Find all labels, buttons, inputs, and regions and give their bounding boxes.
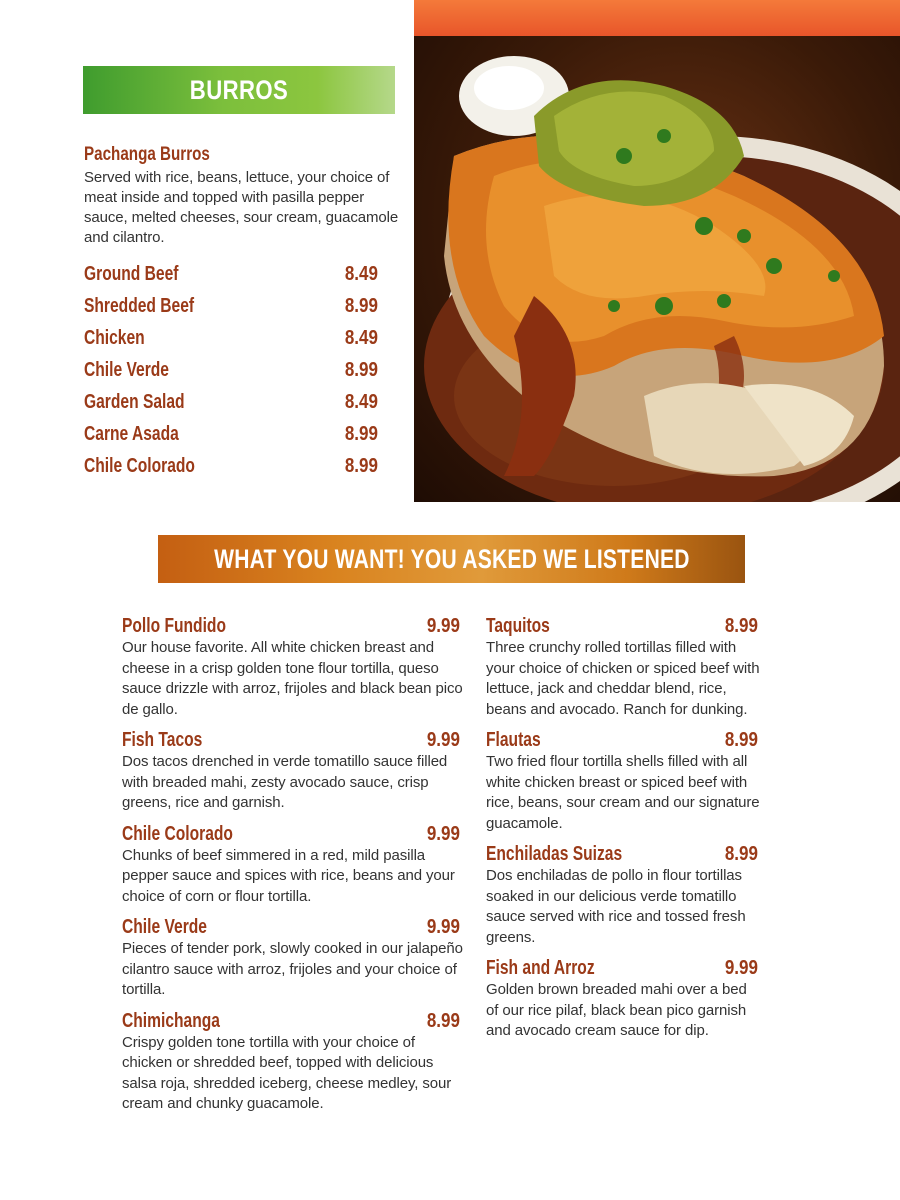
burros-price-row bbox=[84, 388, 384, 420]
specials-left-column bbox=[122, 614, 464, 1123]
burros-item-name: Ground Beef bbox=[84, 263, 179, 285]
menu-entry bbox=[122, 614, 464, 720]
burros-item-price: 8.99 bbox=[344, 455, 378, 477]
burros-item-price: 8.99 bbox=[344, 423, 378, 445]
burros-item-price: 8.49 bbox=[344, 327, 378, 349]
entry-description: Chunks of beef simmered in a red, mild pasilla pepper sauce and spices with rice, beans and your choice of corn or flour tortilla. bbox=[122, 846, 455, 905]
entry-price: 9.99 bbox=[724, 957, 758, 979]
burros-price-list bbox=[84, 260, 384, 484]
entry-name: Chimichanga bbox=[122, 1009, 220, 1032]
burros-section-banner bbox=[83, 66, 395, 114]
entry-name: Fish and Arroz bbox=[486, 957, 595, 979]
specials-heading: WHAT YOU WANT! YOU ASKED WE LISTENED bbox=[213, 543, 690, 574]
entry-price: 8.99 bbox=[724, 729, 758, 751]
entry-description: Dos enchiladas de pollo in flour tortillas soaked in our delicious verde tomatillo sauce served with rice and tossed fresh greens. bbox=[486, 867, 746, 946]
burros-price-row bbox=[84, 452, 384, 484]
entry-name: Taquitos bbox=[486, 615, 550, 637]
entry-price: 8.99 bbox=[724, 843, 758, 865]
burros-item-price: 8.99 bbox=[344, 295, 378, 317]
menu-entry bbox=[486, 614, 762, 720]
menu-entry bbox=[486, 728, 762, 834]
specials-right-column bbox=[486, 614, 762, 1050]
burros-item-name: Chicken bbox=[84, 327, 145, 349]
burros-heading: BURROS bbox=[189, 74, 289, 105]
entry-price: 9.99 bbox=[426, 615, 460, 637]
entry-description: Golden brown breaded mahi over a bed of our rice pilaf, black bean pico garnish and avocado cream sauce for dip. bbox=[486, 981, 747, 1039]
burros-price-row bbox=[84, 356, 384, 388]
burros-price-row bbox=[84, 420, 384, 452]
menu-entry bbox=[486, 842, 762, 948]
specials-section-banner bbox=[158, 535, 745, 583]
entry-name: Chile Verde bbox=[122, 916, 207, 938]
burros-item-name: Chile Colorado bbox=[84, 455, 195, 477]
menu-entry bbox=[122, 1009, 464, 1115]
entry-description: Pieces of tender pork, slowly cooked in our jalapeño cilantro sauce with arroz, frijoles and your choice of tortilla. bbox=[122, 940, 463, 998]
entry-price: 9.99 bbox=[426, 916, 460, 938]
entry-name: Enchiladas Suizas bbox=[486, 843, 623, 865]
burros-price-row bbox=[84, 292, 384, 324]
menu-entry bbox=[122, 822, 464, 908]
menu-entry bbox=[122, 728, 464, 814]
burros-item-name: Carne Asada bbox=[84, 423, 179, 445]
entry-price: 8.99 bbox=[426, 1009, 460, 1032]
entry-name: Pollo Fundido bbox=[122, 615, 226, 637]
burros-item-name: Chile Verde bbox=[84, 359, 169, 381]
pachanga-burros-title: Pachanga Burros bbox=[84, 144, 210, 165]
photo-top-bar bbox=[414, 0, 900, 36]
entry-description: Three crunchy rolled tortillas filled with your choice of chicken or spiced beef with lettuce, jack and cheddar blend, rice, beans and avocado. Ranch for dunking. bbox=[486, 639, 760, 718]
entry-description: Our house favorite. All white chicken breast and cheese in a crisp golden tone flour tortilla, queso sauce drizzle with arroz, frijoles and black bean pico de gallo. bbox=[122, 639, 463, 718]
entry-name: Chile Colorado bbox=[122, 822, 233, 845]
burros-price-row bbox=[84, 260, 384, 292]
entry-price: 9.99 bbox=[426, 729, 460, 751]
entry-description: Dos tacos drenched in verde tomatillo sauce filled with breaded mahi, zesty avocado sauce, crisp greens, rice and garnish. bbox=[122, 753, 448, 811]
burros-item-price: 8.49 bbox=[344, 263, 378, 285]
burros-price-row bbox=[84, 324, 384, 356]
menu-entry bbox=[486, 956, 762, 1042]
entry-price: 8.99 bbox=[724, 615, 758, 637]
burros-item-name: Garden Salad bbox=[84, 391, 185, 413]
menu-entry bbox=[122, 915, 464, 1001]
entry-description: Crispy golden tone tortilla with your choice of chicken or shredded beef, topped with delicious salsa roja, shredded iceberg, cheese medley, sour cream and chunky guacamole. bbox=[122, 1033, 452, 1112]
burros-item-name: Shredded Beef bbox=[84, 295, 195, 317]
burros-item-price: 8.99 bbox=[344, 359, 378, 381]
entry-description: Two fried flour tortilla shells filled with all white chicken breast or spiced beef with rice, beans, sour cream and our signature guacamole. bbox=[486, 753, 760, 832]
burrito-photo bbox=[414, 36, 900, 502]
burrito-illustration bbox=[414, 36, 900, 502]
entry-name: Flautas bbox=[486, 729, 541, 751]
burros-item-price: 8.49 bbox=[344, 391, 378, 413]
entry-price: 9.99 bbox=[426, 822, 460, 845]
entry-name: Fish Tacos bbox=[122, 729, 203, 751]
pachanga-burros-description: Served with rice, beans, lettuce, your choice of meat inside and topped with pasilla pepper sauce, melted cheeses, sour cream, guacamole and cilantro. bbox=[84, 169, 399, 246]
